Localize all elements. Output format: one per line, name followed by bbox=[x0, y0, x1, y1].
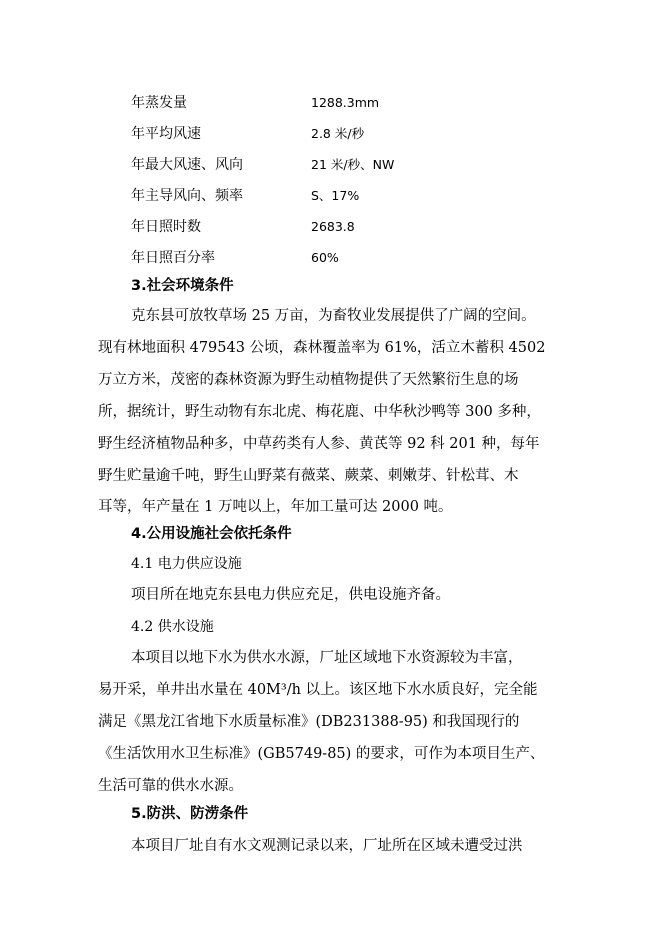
paragraph-line: 项目所在地克东县电力供应充足，供电设施齐备。 bbox=[131, 587, 450, 603]
paragraph-line: 生活可靠的供水水源。 bbox=[98, 778, 243, 794]
paragraph-line: 耳等，年产量在 1 万吨以上，年加工量可达 2000 吨。 bbox=[98, 499, 453, 515]
paragraph-line: 所，据统计，野生动物有东北虎、梅花鹿、中华秋沙鸭等 300 多种， bbox=[98, 404, 541, 420]
paragraph-line: 《生活饮用水卫生标准》(GB5749-85) 的要求，可作为本项目生产、 bbox=[98, 746, 545, 762]
paragraph-line: 野生贮量逾千吨，野生山野菜有薇菜、蕨菜、刺嫩芽、针松茸、木 bbox=[98, 468, 519, 484]
paragraph-line: 满足《黑龙江省地下水质量标准》(DB231388-95) 和我国现行的 bbox=[98, 714, 520, 730]
section-heading-3: 3.社会环境条件 bbox=[131, 278, 234, 294]
paragraph-line: 野生经济植物品种多，中草药类有人参、黄芪等 92 科 201 种，每年 bbox=[98, 436, 540, 452]
climate-value: 2.8 米/秒 bbox=[311, 126, 365, 141]
subsection-heading: 4.1 电力供应设施 bbox=[131, 556, 242, 572]
climate-label: 年日照百分率 bbox=[131, 250, 215, 266]
climate-label: 年最大风速、风向 bbox=[131, 157, 243, 173]
climate-value: S、17% bbox=[311, 188, 360, 203]
climate-value: 60% bbox=[311, 250, 339, 265]
section-heading-5: 5.防洪、防涝条件 bbox=[131, 806, 249, 822]
section-heading-4: 4.公用设施社会依托条件 bbox=[131, 526, 292, 542]
climate-value: 21 米/秒、NW bbox=[311, 157, 395, 172]
paragraph-line: 克东县可放牧草场 25 万亩，为畜牧业发展提供了广阔的空间。 bbox=[131, 308, 536, 324]
climate-value: 2683.8 bbox=[311, 219, 355, 234]
paragraph-line: 本项目厂址自有水文观测记录以来，厂址所在区域未遭受过洪 bbox=[131, 838, 523, 854]
paragraph-line: 本项目以地下水为供水水源，厂址区域地下水资源较为丰富， bbox=[131, 650, 523, 666]
subsection-heading: 4.2 供水设施 bbox=[131, 619, 214, 635]
climate-value: 1288.3mm bbox=[311, 95, 380, 110]
climate-label: 年平均风速 bbox=[131, 126, 201, 142]
paragraph-line: 易开采，单井出水量在 40M³/h 以上。该区地下水水质良好，完全能 bbox=[98, 682, 538, 698]
paragraph-line: 万立方米，茂密的森林资源为野生动植物提供了天然繁衍生息的场 bbox=[98, 372, 519, 388]
paragraph-line: 现有林地面积 479543 公顷，森林覆盖率为 61%，活立木蓄积 4502 bbox=[98, 340, 546, 356]
climate-label: 年主导风向、频率 bbox=[131, 188, 243, 204]
climate-label: 年蒸发量 bbox=[131, 95, 187, 111]
climate-label: 年日照时数 bbox=[131, 219, 201, 235]
